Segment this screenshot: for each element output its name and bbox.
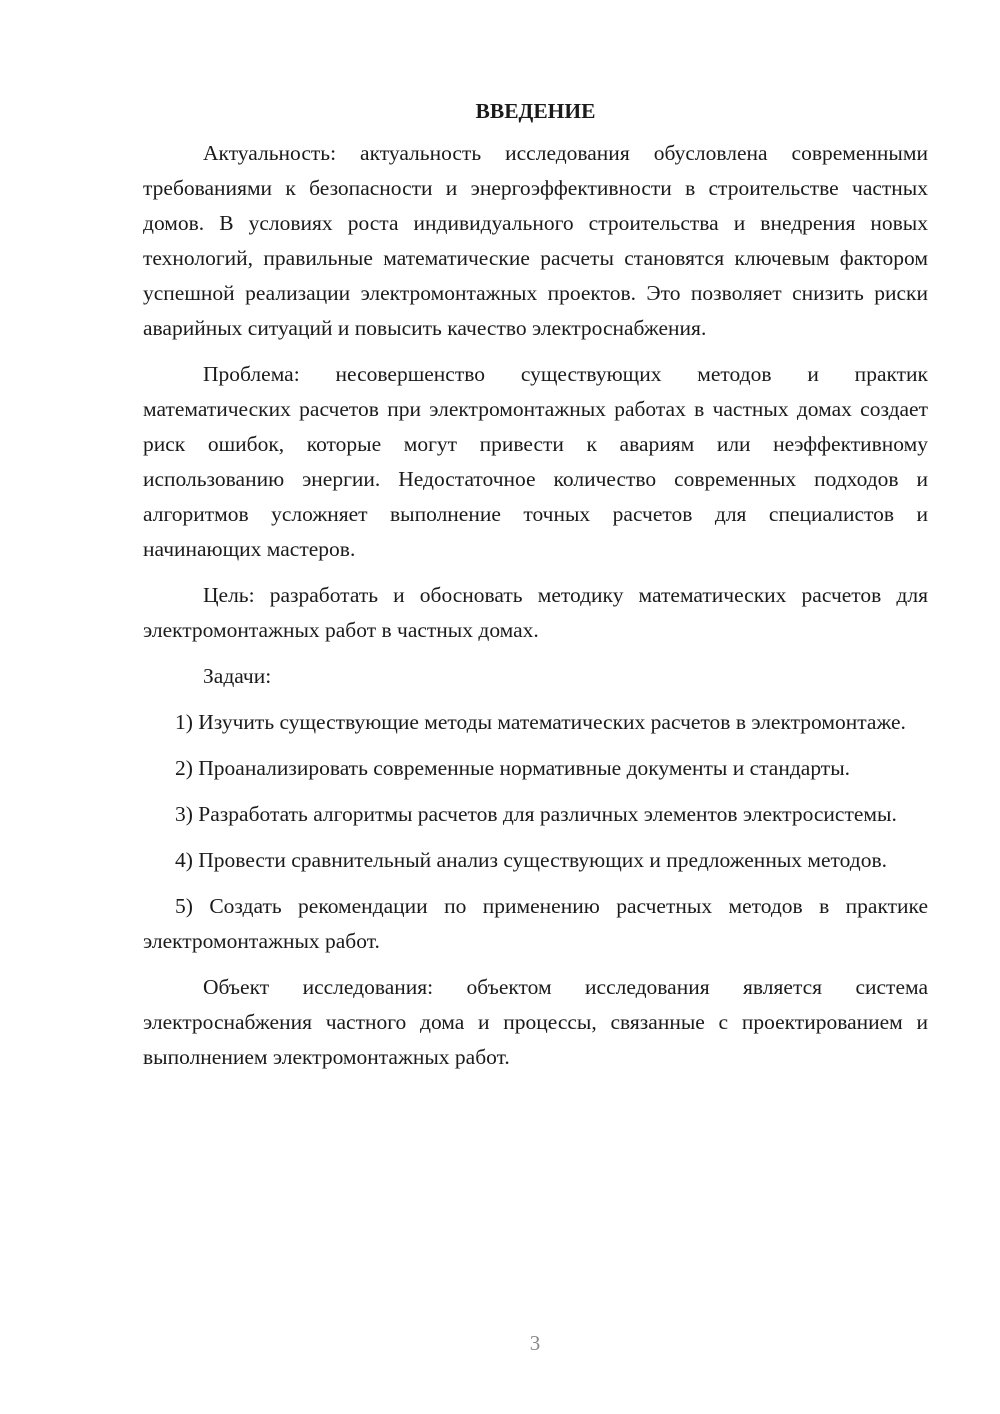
task-item: 3) Разработать алгоритмы расчетов для различных элементов электросистемы. — [175, 802, 897, 826]
paragraph-relevance: Актуальность: актуальность исследования обусловлена современными требованиями к безопасности и энергоэффективности в строительстве частных домов. В условиях роста индивидуального строительства и внедрения новых технологий, правильные математические расчеты становятся ключевым фактором успешной реализации электромонтажных проектов. Это позволяет снизить риски аварийных ситуаций и повысить качество электроснабжения. — [143, 141, 928, 340]
page-number: 3 — [529, 1331, 541, 1355]
task-list — [143, 705, 928, 959]
tasks-label: Задачи: — [203, 664, 272, 688]
paragraph-object: Объект исследования: объектом исследования является система электроснабжения частного дома и процессы, связанные с проектированием и выполнением электромонтажных работ. — [143, 975, 928, 1069]
section-heading: ВВЕДЕНИЕ — [475, 99, 596, 123]
page-content — [143, 96, 928, 1086]
paragraph-goal: Цель: разработать и обосновать методику математических расчетов для электромонтажных работ в частных домах. — [143, 583, 928, 642]
task-item: 5) Создать рекомендации по применению расчетных методов в практике электромонтажных работ. — [143, 894, 928, 953]
paragraph-problem: Проблема: несовершенство существующих методов и практик математических расчетов при электромонтажных работах в частных домах создает риск ошибок, которые могут привести к авариям или неэффективному использованию энергии. Недостаточное количество современных подходов и алгоритмов усложняет выполнение точных расчетов для специалистов и начинающих мастеров. — [143, 362, 928, 561]
task-item: 4) Провести сравнительный анализ существующих и предложенных методов. — [175, 848, 887, 872]
task-item: 1) Изучить существующие методы математических расчетов в электромонтаже. — [175, 710, 906, 734]
task-item: 2) Проанализировать современные нормативные документы и стандарты. — [175, 756, 851, 780]
